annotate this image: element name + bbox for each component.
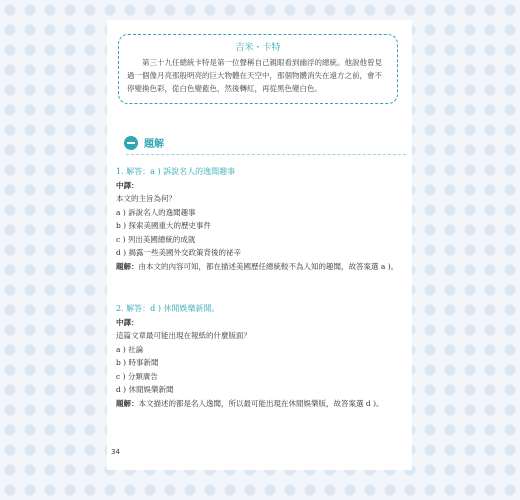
section-minus-icon bbox=[124, 136, 138, 150]
option-c: c ) 列出美國總統的成就 bbox=[116, 234, 196, 244]
section-header bbox=[124, 135, 164, 150]
question-text: 本文的主旨為何？ bbox=[116, 194, 176, 203]
question-2 bbox=[116, 302, 416, 410]
explanation-text: 由本文的內容可知，都在描述美國歷任總統較不為人知的趣聞，故答案選 a )。 bbox=[138, 261, 399, 271]
section-divider bbox=[126, 154, 406, 155]
explanation-text: 本文描述的都是名人逸聞，所以最可能出現在休閒娛樂版，故答案選 d )。 bbox=[138, 398, 384, 408]
explanation-label: 題解： bbox=[116, 398, 139, 408]
section-title: 題解 bbox=[144, 139, 164, 150]
option-a: a ) 訴說名人的逸聞趣事 bbox=[116, 207, 196, 217]
answer-heading: 2. 解答：d ) 休閒娛樂新聞。 bbox=[116, 304, 220, 313]
question-1 bbox=[116, 165, 416, 273]
info-box-title: 吉米・卡特 bbox=[235, 43, 281, 53]
explanation-label: 題解： bbox=[116, 261, 139, 271]
explanation bbox=[116, 397, 416, 411]
option-a: a ) 社論 bbox=[116, 344, 144, 354]
answer-heading: 1. 解答：a ) 訴說名人的逸聞趣事 bbox=[116, 167, 236, 176]
info-box bbox=[118, 34, 398, 104]
option-d: d ) 休閒娛樂新聞 bbox=[116, 385, 174, 394]
option-d: d ) 揭露一些美國外交政策背後的祕辛 bbox=[116, 248, 241, 257]
option-b: b ) 探索美國重大的歷史事件 bbox=[116, 221, 211, 230]
question-text: 這篇文章最可能出現在報紙的什麼版面？ bbox=[116, 331, 251, 340]
option-b: b ) 時事新聞 bbox=[116, 358, 159, 367]
translation-label: 中譯： bbox=[116, 180, 139, 190]
page-number: 34 bbox=[111, 448, 120, 456]
explanation bbox=[116, 260, 416, 274]
option-c: c ) 分類廣告 bbox=[116, 371, 158, 381]
info-box-text: 第三十九任總統卡特是第一位聲稱自己親眼看到幽浮的總統。他說他曾見過一個像月亮那般明亮的巨大物體在天空中，那個物體消失在遠方之前，會不停變換色彩，從白色變藍色，然後轉紅，再從黑色變白色。 bbox=[127, 58, 382, 93]
translation-label: 中譯： bbox=[116, 317, 139, 327]
